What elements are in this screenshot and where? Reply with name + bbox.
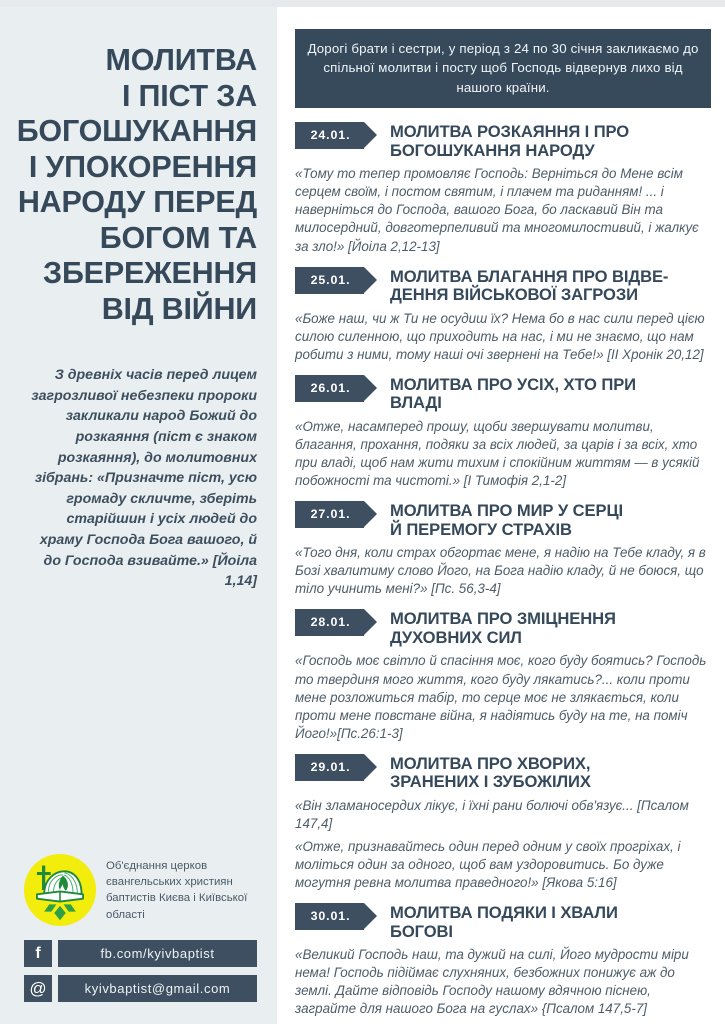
date-badge: 30.01. [295, 903, 364, 930]
intro-paragraph: З древніх часів перед лицем загрозливої небезпеки пророки закликали народ Божий до розкаяння (піст є знаком розкаяння), до молитовних зібрань: «Призначте піст, усю громаду скличте, зберіть старійшин і усіх людей до храму Господа Бога вашого, й до Господа взивайте.» [Йоіла 1,14] [31, 367, 257, 590]
date-badge: 27.01. [295, 501, 364, 528]
prayer-entry [295, 122, 711, 255]
entry-title [390, 754, 591, 792]
prayer-entry [295, 375, 711, 490]
facebook-icon: f [24, 940, 52, 967]
entry-header [295, 501, 711, 539]
prayer-entry [295, 754, 711, 892]
entry-title-line: МОЛИТВА ПРО ЗМІЦНЕННЯ [390, 609, 616, 629]
prayer-entry [295, 501, 711, 598]
title-line: І УПОКОРЕННЯ [28, 149, 257, 184]
entry-title-line: МОЛИТВА ПРО ХВОРИХ, [390, 753, 591, 773]
entry-header [295, 267, 711, 305]
entry-header [295, 754, 711, 792]
verse-text: «Господь моє світло й спасіння моє, кого буду боятись? Господь то твердиня мого життя, кого буду лякатись?... коли проти мене розложиться табір, то серце моє не злякається, коли проти мене повстане війна, я надіятись буду на те, на поміч Його!»[Пс.26:1-3] [295, 653, 707, 741]
baptist-union-logo [24, 854, 96, 926]
title-line: І ПІСТ ЗА [121, 78, 257, 113]
title-line: НАРОДУ ПЕРЕД [17, 185, 257, 220]
date-badge: 26.01. [295, 375, 364, 402]
content-column [277, 7, 725, 1024]
entry-title-line: ВЛАДІ [390, 393, 442, 413]
verse-text: «Великий Господь наш, та дужий на силі, Його мудрости міри нема! Господь підіймає слухняних, безбожних понижує аж до землі. Дайте відповідь Господу нашому вдячною піснею, заграйте для нашого Бога на гуслах» {Псалом 147,5-7] [295, 947, 689, 1017]
date-badge: 25.01. [295, 267, 364, 294]
date-badge: 29.01. [295, 754, 364, 781]
entry-title-line: МОЛИТВА ПОДЯКИ І ХВАЛИ [390, 902, 618, 922]
entry-title-line: ДУХОВНИХ СИЛ [390, 627, 522, 647]
entry-header [295, 609, 711, 647]
date-badge: 28.01. [295, 609, 364, 636]
verse-text: «Отже, насамперед прошу, щоби звершувати молитви, благання, прохання, подяки за всіх людей, за царів і за всіх, хто при владі, щоб нам жити тихим і спокійним життям — в усякій побожності та чистоті.» [І Тимофія 2,1-2] [295, 418, 700, 489]
entry-title-line: Й ПЕРЕМОГУ СТРАХІВ [390, 519, 572, 539]
email-at-icon: @ [24, 975, 52, 1002]
verse-text: «Боже наш, чи ж Ти не осудиш їх? Нема бо в нас сили перед цією силою силенною, що приходить на нас, і ми не знаємо, що нам робити з ними, тому наші очі звернені на Тебе!» [ІІ Хронік 20,12] [295, 310, 705, 362]
page-title [14, 43, 257, 327]
entry-header [295, 122, 711, 160]
entry-title-line: ЗРАНЕНИХ І ЗУБОЖІЛИХ [390, 772, 591, 792]
entry-title [390, 122, 629, 160]
entry-title [390, 267, 668, 305]
contact-email[interactable] [24, 975, 257, 1002]
email-label: kyivbaptist@gmail.com [58, 975, 257, 1002]
title-line: БОГОШУКАННЯ [16, 114, 257, 149]
organization-description: Об'єднання церков євангельських християн баптистів Києва і Київської області [106, 860, 248, 921]
entry-title-line: МОЛИТВА РОЗКАЯННЯ І ПРО [390, 122, 630, 142]
entry-title-line: МОЛИТВА БЛАГАННЯ ПРО ВІДВЕ- [390, 266, 669, 286]
left-panel [0, 7, 277, 1024]
announcement-banner: Дорогі брати і сестри, у період з 24 по 30 січня закликаємо до спільної молитви і посту щоб Господь відвернув лихо від нашого країни. [295, 29, 711, 108]
entry-header [295, 375, 711, 413]
entry-title [390, 375, 636, 413]
left-panel-spacer [14, 592, 257, 854]
prayer-entry [295, 609, 711, 742]
entry-title [390, 609, 616, 647]
title-line: БОГОМ ТА [99, 220, 257, 255]
verse-text: «Тому то тепер промовляє Господь: Верніться до Мене всім серцем своїм, і постом святим, і плачем та риданням! ... і наверніться до Господа, вашого Бога, бо ласкавий Він та милосердний, довготерпеливий та многомилостивий, і жалкує за зло!» [Йоіла 2,12-13] [295, 166, 699, 254]
entry-header [295, 903, 711, 941]
entry-title-line: БОГОВІ [390, 921, 453, 941]
entry-title-line: БОГОШУКАННЯ НАРОДУ [390, 140, 595, 160]
organization-block [14, 854, 257, 926]
prayer-entry [295, 903, 711, 1018]
entry-title-line: ДЕННЯ ВІЙСЬКОВОЇ ЗАГРОЗИ [390, 285, 638, 305]
facebook-label: fb.com/kyivbaptist [58, 940, 257, 967]
verse-text: «Отже, признавайтесь один перед одним у своїх прогріхах, і моліться один за одного, щоб вам уздоровитись. Бо дуже могутня ревна молитва праведного!» [Якова 5:16] [295, 838, 681, 890]
entry-title-line: МОЛИТВА ПРО МИР У СЕРЦІ [390, 501, 623, 521]
contact-facebook[interactable] [24, 940, 257, 967]
entry-title [390, 501, 623, 539]
entry-title [390, 903, 618, 941]
title-line: ЗБЕРЕЖЕННЯ [43, 256, 257, 291]
date-badge: 24.01. [295, 122, 364, 149]
verse-text: «Того дня, коли страх обгортає мене, я надію на Тебе кладу, я в Бозі хвалитиму слово Його, на Бога надію кладу, й не боюся, що тіло учинить мені?» [Пс. 56,3-4] [295, 545, 706, 597]
entry-title-line: МОЛИТВА ПРО УСІХ, ХТО ПРИ [390, 374, 637, 394]
title-line: МОЛИТВА [105, 43, 257, 77]
prayer-entry [295, 267, 711, 364]
verse-text: «Він зламаносердих лікує, і їхні рани болючі обв'язує... [Псалом 147,4] [295, 797, 689, 831]
title-line: ВІД ВІЙНИ [101, 291, 257, 326]
